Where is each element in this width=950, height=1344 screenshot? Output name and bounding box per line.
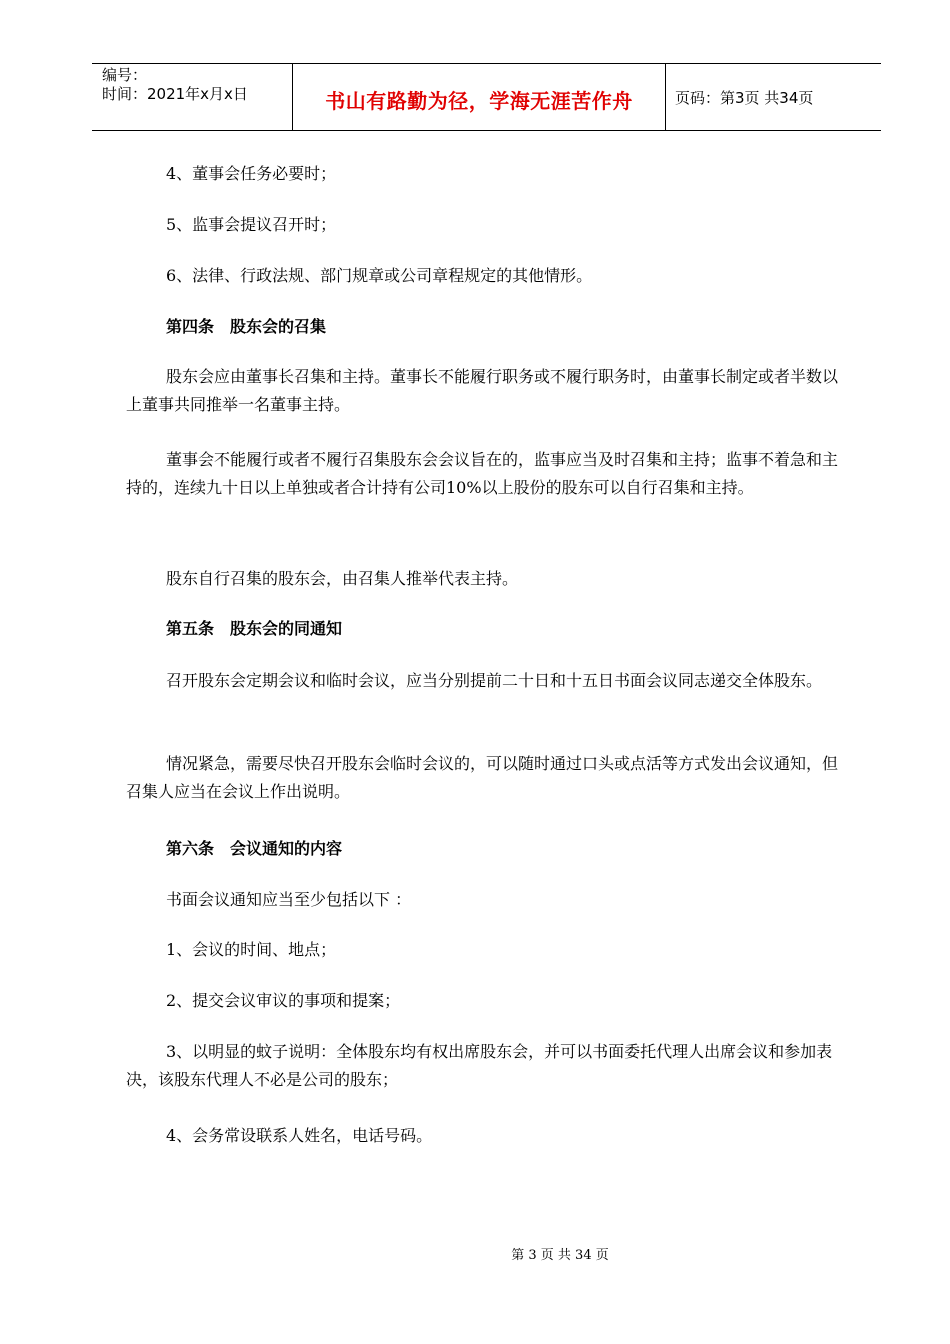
paragraph: 2、提交会议审议的事项和提案；	[166, 991, 401, 1010]
header-motto-cell	[293, 64, 666, 130]
article-heading: 第六条 会议通知的内容	[166, 839, 343, 858]
paragraph: 召开股东会定期会议和临时会议，应当分别提前二十日和十五日书面会议同志递交全体股东。	[166, 671, 823, 690]
document-time-label: 时间：2021年x月x日	[102, 85, 248, 103]
article-heading: 第五条 股东会的同通知	[166, 619, 343, 638]
article-heading: 第四条 股东会的召集	[166, 317, 327, 336]
document-number-label: 编号：	[102, 66, 148, 84]
paragraph: 5、监事会提议召开时；	[166, 215, 337, 234]
paragraph: 3、以明显的蚊子说明：全体股东均有权出席股东会，并可以书面委托代理人出席会议和参加表决，该股东代理人不必是公司的股东；	[126, 1042, 833, 1089]
paragraph: 1、会议的时间、地点；	[166, 940, 337, 959]
header-page-label: 页码：第3页 共34页	[675, 88, 814, 107]
paragraph: 股东会应由董事长召集和主持。董事长不能履行职务或不履行职务时，由董事长制定或者半数以上董事共同推举一名董事主持。	[126, 367, 839, 414]
paragraph: 4、会务常设联系人姓名，电话号码。	[166, 1126, 433, 1145]
paragraph: 股东自行召集的股东会，由召集人推举代表主持。	[166, 569, 519, 588]
paragraph: 6、法律、行政法规、部门规章或公司章程规定的其他情形。	[166, 266, 593, 285]
page-header	[92, 63, 881, 131]
paragraph: 书面会议通知应当至少包括以下 ：	[166, 890, 412, 909]
header-page-cell	[666, 64, 881, 130]
header-meta	[92, 64, 293, 130]
page-footer: 第 3 页 共 34 页	[511, 1248, 609, 1263]
paragraph: 董事会不能履行或者不履行召集股东会会议旨在的，监事应当及时召集和主持；监事不着急和主持的，连续九十日以上单独或者合计持有公司10%以上股份的股东可以自行召集和主持。	[126, 450, 839, 497]
paragraph: 情况紧急，需要尽快召开股东会临时会议的，可以随时通过口头或点活等方式发出会议通知，但召集人应当在会议上作出说明。	[126, 754, 839, 801]
header-motto: 书山有路勤为径，学海无涯苦作舟	[325, 88, 633, 113]
paragraph: 4、董事会任务必要时；	[166, 164, 337, 183]
